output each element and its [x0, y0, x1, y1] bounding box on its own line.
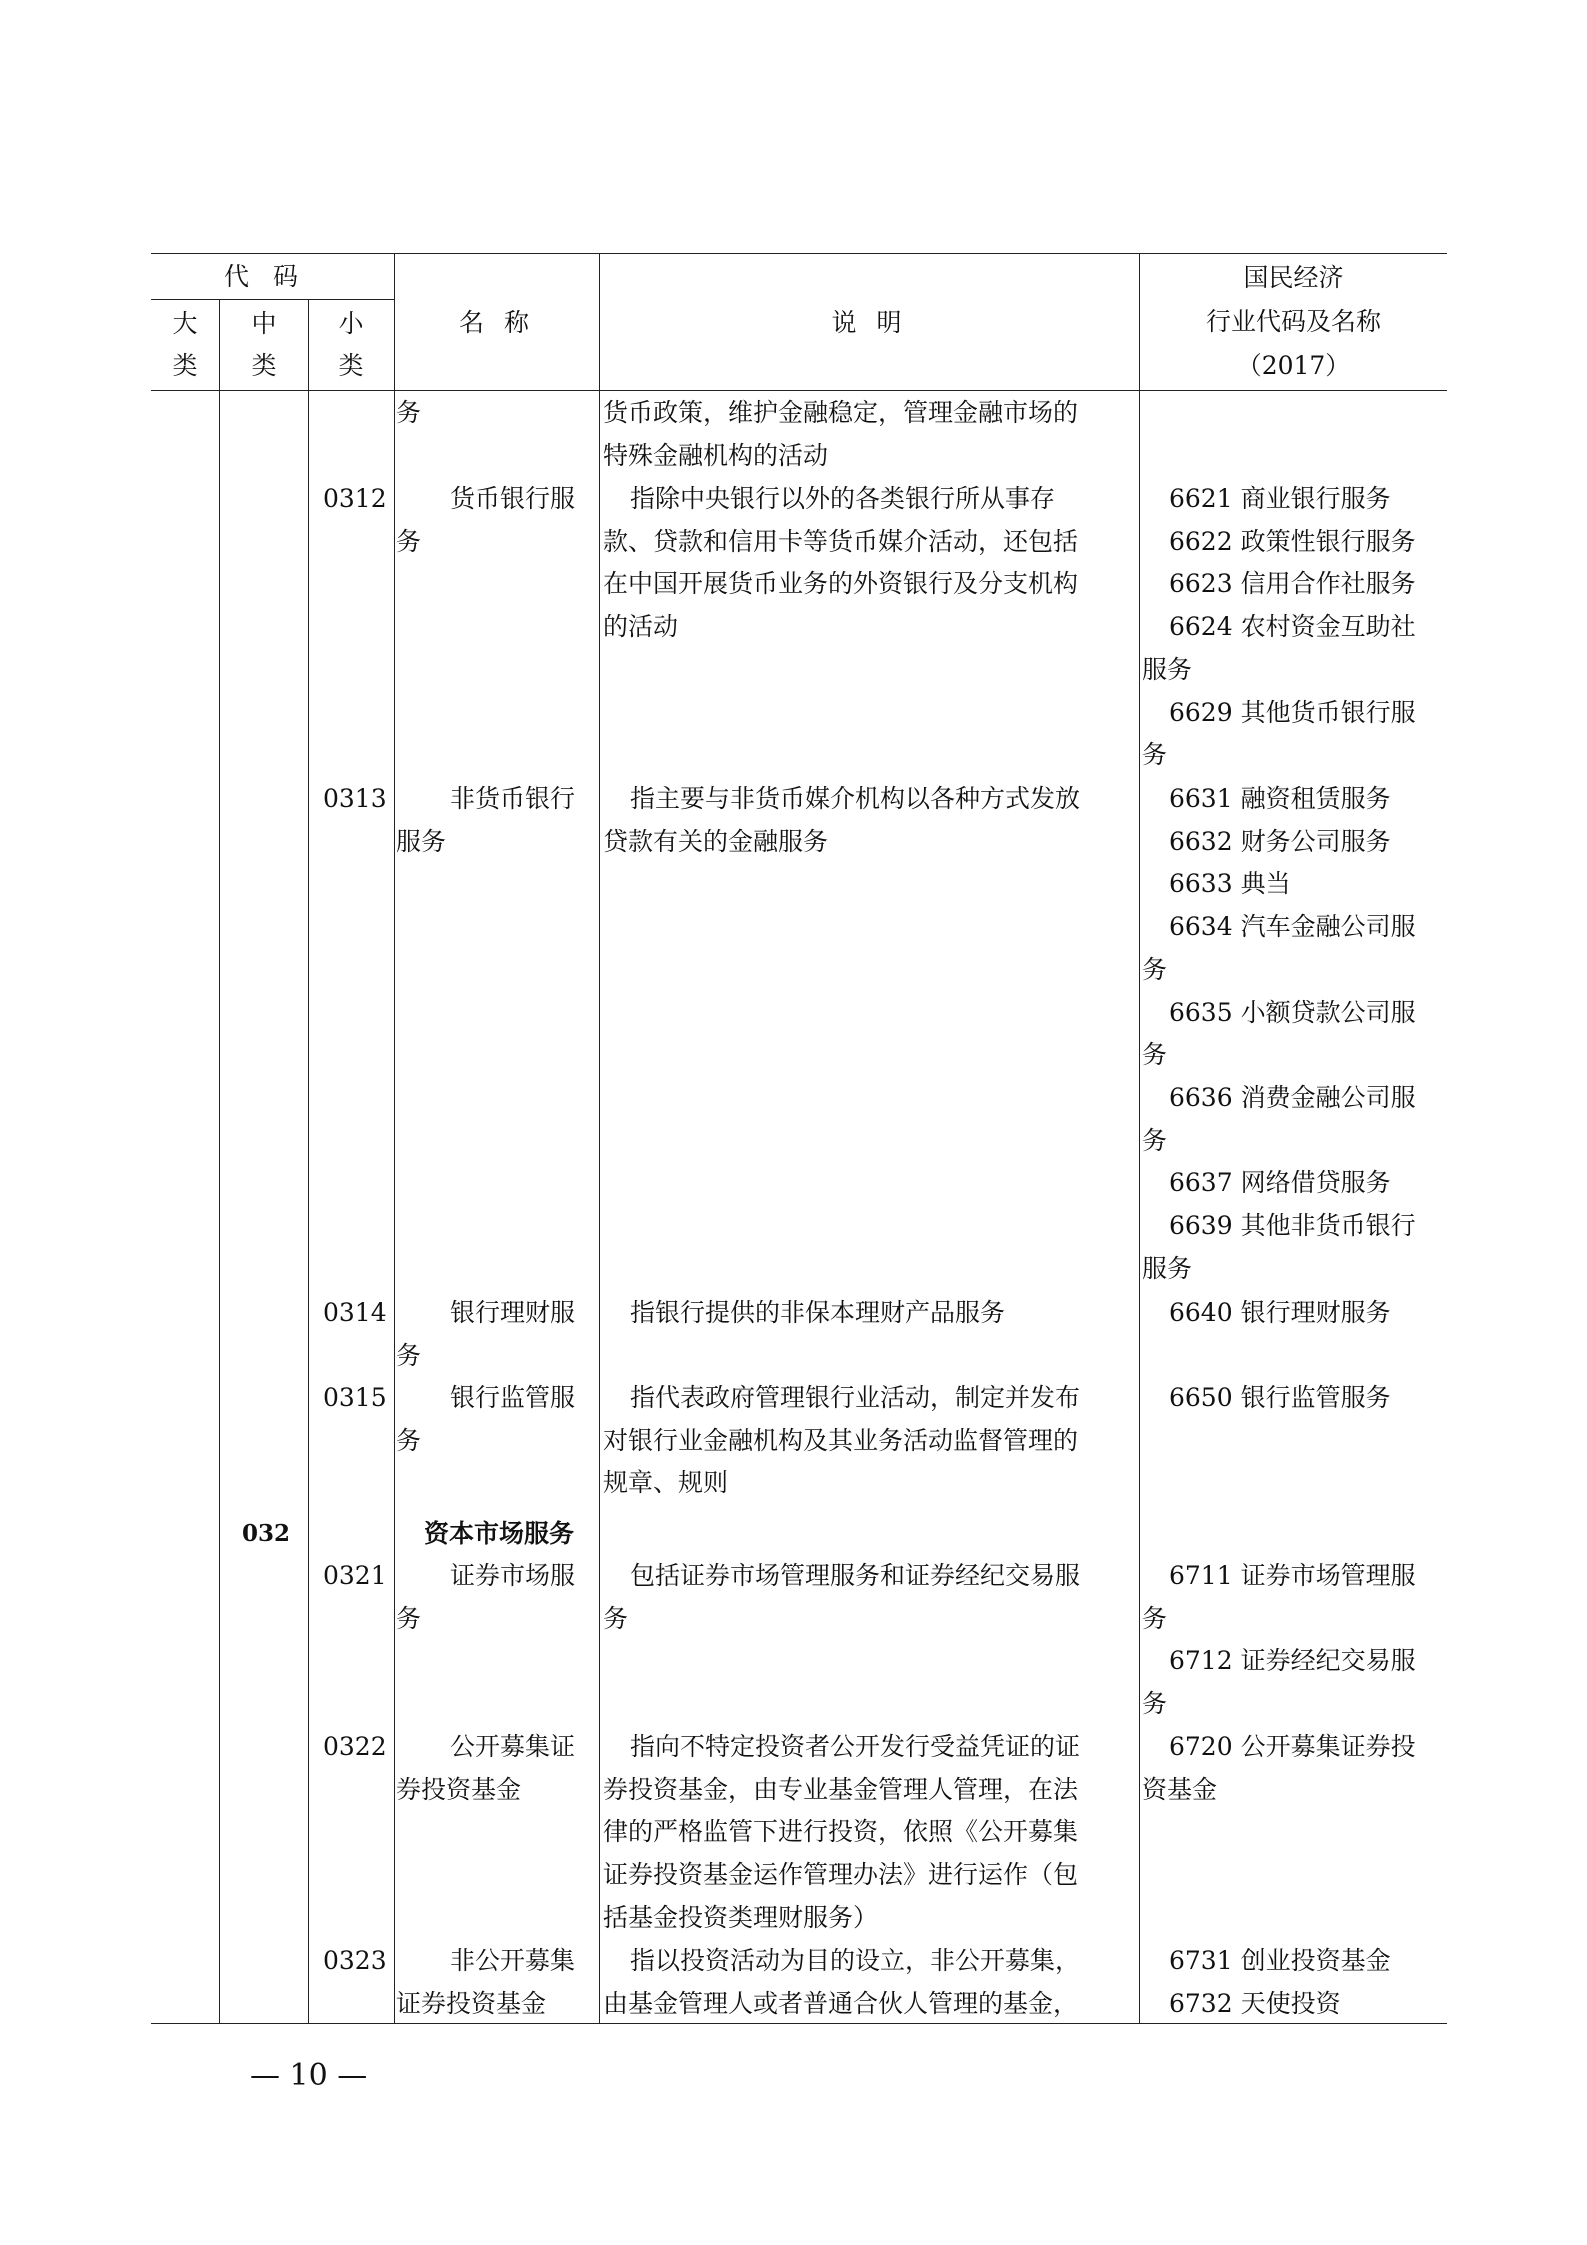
row-description [603, 1940, 1139, 2025]
name-line: 服务 [396, 826, 447, 856]
row-name [396, 392, 598, 435]
row-description [603, 1377, 1139, 1505]
page-number: — 10 — [250, 2058, 368, 2093]
name-line: 公开募集证 [450, 1732, 576, 1761]
table-top-border [151, 253, 1447, 254]
national-line: 6631 融资租赁服务 [1169, 784, 1391, 813]
row-name [396, 1940, 598, 2025]
national-line: 6633 典当 [1169, 869, 1291, 899]
row-national-codes [1142, 1292, 1446, 1335]
name-line: 证券投资基金 [396, 1988, 547, 2018]
column-divider-middle [308, 299, 309, 2023]
header-national-line-1: 国民经济 [1243, 263, 1344, 292]
desc-line: 在中国开展货币业务的外资银行及分支机构 [603, 569, 1079, 599]
row-national-codes [1142, 1940, 1446, 2025]
desc-line: 指以投资活动为目的设立，非公开募集， [630, 1946, 1081, 1975]
name-line: 务 [396, 398, 422, 427]
national-line: 务 [1142, 954, 1168, 984]
national-line: 服务 [1142, 654, 1193, 684]
name-line: 非货币银行 [450, 784, 576, 813]
row-code: 0313 [323, 784, 387, 813]
desc-line: 证券投资基金运作管理办法》进行运作（包 [603, 1860, 1079, 1890]
desc-line: 包括证券市场管理服务和证券经纪交易服 [630, 1561, 1081, 1590]
name-line: 务 [396, 1425, 422, 1455]
header-bottom-border [151, 390, 1447, 391]
desc-line: 货币政策，维护金融稳定，管理金融市场的 [603, 398, 1079, 427]
name-line: 务 [396, 1340, 422, 1370]
row-national-codes [1142, 478, 1446, 777]
national-line: 务 [1142, 740, 1168, 770]
name-line: 银行监管服 [450, 1383, 576, 1412]
row-name [396, 1726, 598, 1811]
column-divider-major [219, 299, 220, 2023]
header-minor-char-1: 小 [338, 309, 364, 338]
desc-line: 律的严格监管下进行投资，依照《公开募集 [603, 1817, 1079, 1847]
national-line: 6650 银行监管服务 [1169, 1383, 1391, 1412]
desc-line: 特殊金融机构的活动 [603, 440, 829, 470]
national-line: 6712 证券经纪交易服 [1169, 1646, 1416, 1676]
header-code: 代码 [223, 262, 322, 291]
row-national-codes [1142, 1377, 1446, 1420]
national-line: 资基金 [1142, 1774, 1218, 1804]
row-name [396, 1377, 598, 1462]
row-code: 0322 [323, 1732, 387, 1761]
desc-line: 的活动 [603, 612, 679, 642]
header-national-line-2: 行业代码及名称 [1205, 307, 1381, 336]
name-line: 银行理财服 [450, 1298, 576, 1327]
desc-line: 务 [603, 1603, 629, 1633]
desc-line: 指代表政府管理银行业活动，制定并发布 [630, 1383, 1081, 1412]
desc-line: 券投资基金，由专业基金管理人管理，在法 [603, 1774, 1079, 1804]
header-major-char-1: 大 [172, 309, 198, 338]
row-description [603, 392, 1139, 477]
national-line: 务 [1142, 1040, 1168, 1070]
row-national-codes [1142, 778, 1446, 1290]
desc-line: 由基金管理人或者普通合伙人管理的基金， [603, 1988, 1079, 2018]
middle-category-code: 032 [242, 1520, 291, 1547]
national-line: 6624 农村资金互助社 [1169, 612, 1416, 642]
row-national-codes [1142, 1555, 1446, 1726]
row-name [396, 478, 598, 563]
header-minor-char-2: 类 [338, 351, 364, 380]
row-code: 0312 [323, 484, 387, 513]
national-line: 6621 商业银行服务 [1169, 484, 1391, 513]
name-line: 货币银行服 [450, 484, 576, 513]
national-line: 6720 公开募集证券投 [1169, 1732, 1416, 1761]
header-middle-char-2: 类 [251, 351, 277, 380]
national-line: 务 [1142, 1689, 1168, 1719]
column-divider-desc [1139, 253, 1140, 2023]
row-code: 0315 [323, 1383, 387, 1412]
header-national-line-3: （2017） [1236, 351, 1351, 380]
code-header-divider [151, 299, 395, 300]
national-line: 6634 汽车金融公司服 [1169, 912, 1416, 942]
row-name [396, 1292, 598, 1377]
national-line: 6639 其他非货币银行 [1169, 1211, 1416, 1241]
desc-line: 指向不特定投资者公开发行受益凭证的证 [630, 1732, 1081, 1761]
row-code: 0323 [323, 1946, 387, 1975]
header-national-code [1140, 256, 1447, 388]
section-title: 资本市场服务 [424, 1519, 575, 1548]
row-description [603, 1292, 1139, 1335]
header-description: 说 明 [831, 308, 908, 337]
name-line: 非公开募集 [450, 1946, 576, 1975]
desc-line: 指除中央银行以外的各类银行所从事存 [630, 484, 1056, 513]
desc-line: 款、贷款和信用卡等货币媒介活动，还包括 [603, 526, 1079, 556]
national-line: 6632 财务公司服务 [1169, 826, 1391, 856]
national-line: 6623 信用合作社服务 [1169, 569, 1416, 599]
column-divider-minor [394, 253, 395, 2023]
name-line: 务 [396, 1603, 422, 1633]
national-line: 务 [1142, 1125, 1168, 1155]
national-line: 6711 证券市场管理服 [1169, 1561, 1416, 1590]
national-line: 6637 网络借贷服务 [1169, 1168, 1391, 1198]
column-divider-name [599, 253, 600, 2023]
row-code: 0321 [323, 1561, 387, 1590]
desc-line: 对银行业金融机构及其业务活动监督管理的 [603, 1425, 1079, 1455]
row-description [603, 778, 1139, 863]
row-name [396, 778, 598, 863]
desc-line: 规章、规则 [603, 1468, 729, 1498]
desc-line: 指主要与非货币媒介机构以各种方式发放 [630, 784, 1081, 813]
header-name: 名 称 [459, 308, 535, 337]
row-description [603, 1555, 1139, 1640]
national-line: 6636 消费金融公司服 [1169, 1082, 1416, 1112]
desc-line: 指银行提供的非保本理财产品服务 [630, 1298, 1006, 1327]
desc-line: 括基金投资类理财服务） [603, 1902, 879, 1932]
name-line: 证券市场服 [450, 1561, 576, 1590]
header-major-char-2: 类 [172, 351, 198, 380]
row-code: 0314 [323, 1298, 387, 1327]
row-national-codes [1142, 1726, 1446, 1811]
national-line: 6731 创业投资基金 [1169, 1946, 1391, 1975]
row-description [603, 1726, 1139, 1940]
name-line: 券投资基金 [396, 1774, 522, 1804]
desc-line: 贷款有关的金融服务 [603, 826, 829, 856]
header-middle-char-1: 中 [251, 309, 277, 338]
national-line: 6629 其他货币银行服 [1169, 697, 1416, 727]
header-middle [236, 303, 292, 387]
national-line: 6732 天使投资 [1169, 1988, 1341, 2018]
national-line: 6640 银行理财服务 [1169, 1298, 1391, 1327]
header-minor [323, 303, 379, 387]
header-major [157, 303, 213, 387]
row-description [603, 478, 1139, 649]
row-name [396, 1555, 598, 1640]
national-line: 6635 小额贷款公司服 [1169, 997, 1416, 1027]
national-line: 6622 政策性银行服务 [1169, 526, 1416, 556]
national-line: 服务 [1142, 1253, 1193, 1283]
national-line: 务 [1142, 1603, 1168, 1633]
name-line: 务 [396, 526, 422, 556]
